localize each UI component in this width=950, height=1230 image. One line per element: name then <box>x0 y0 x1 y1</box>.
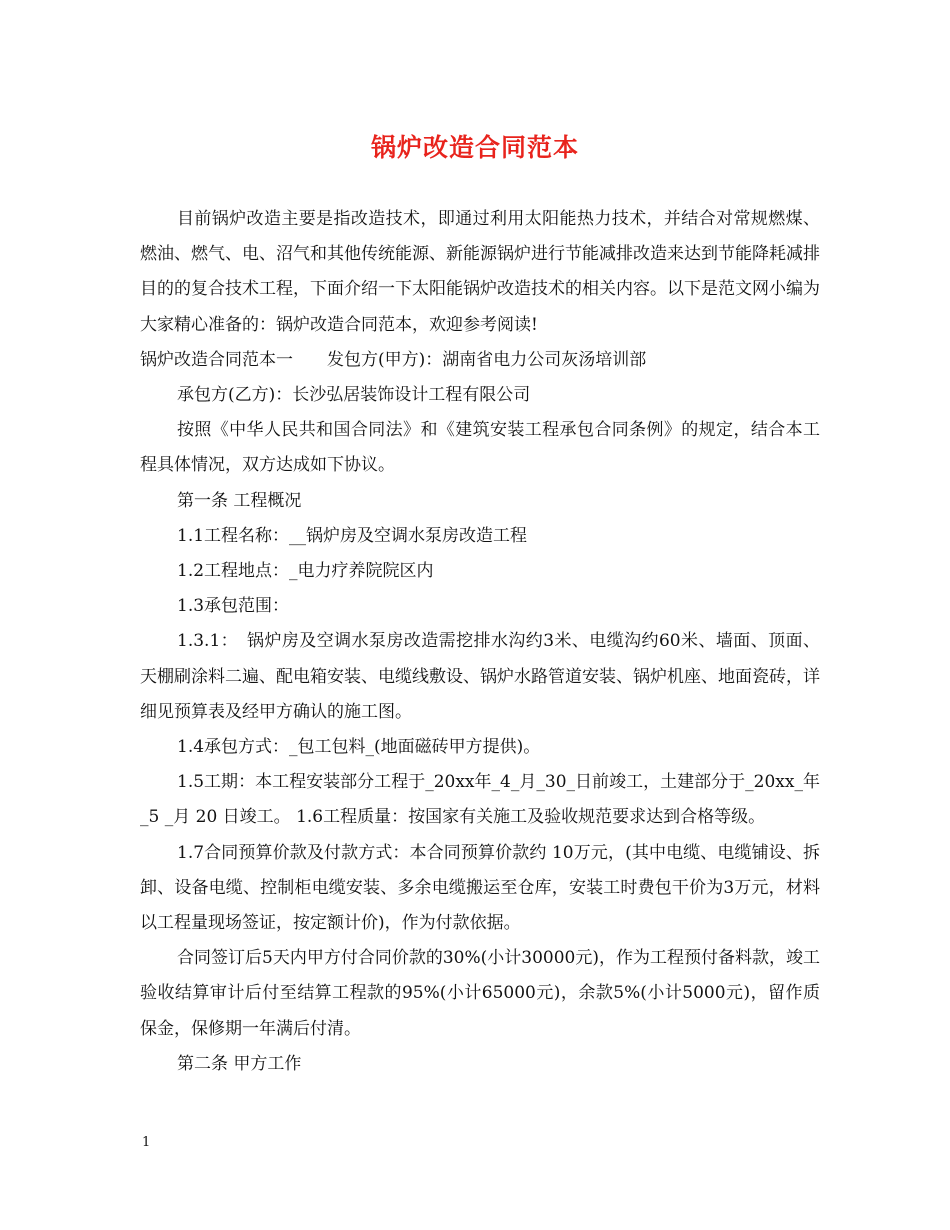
item-1-7: 1.7合同预算价款及付款方式：本合同预算价款约 10万元，(其中电缆、电缆铺设、拆卸、设备电缆、控制柜电缆安装、多余电缆搬运至仓库，安装工时费包干价为3万元，材料以工程量现场签证，按定额计价)，作为付款依据。 <box>140 842 820 934</box>
document-title: 锅炉改造合同范本 <box>370 133 579 162</box>
article-2-heading: 第二条 甲方工作 <box>177 1053 302 1074</box>
item-1-4: 1.4承包方式：_包工包料_(地面磁砖甲方提供)。 <box>177 737 541 758</box>
payment-paragraph: 合同签订后5天内甲方付合同价款的30%(小计30000元)，作为工程预付备料款，竣工验收结算审计后付至结算工程款的95%(小计65000元)，余款5%(小计5000元)，留作质保金，保修期一年满后付清。 <box>140 948 820 1039</box>
article-1-heading: 第一条 工程概况 <box>177 490 302 511</box>
item-1-1: 1.1工程名称：__锅炉房及空调水泵房改造工程 <box>177 525 528 546</box>
contractor-paragraph: 承包方(乙方)：长沙弘居装饰设计工程有限公司 <box>177 385 531 406</box>
contract-header-line: 锅炉改造合同范本一 发包方(甲方)：湖南省电力公司灰汤培训部 <box>140 349 647 370</box>
document-body <box>140 202 820 1082</box>
item-1-3-1: 1.3.1： 锅炉房及空调水泵房改造需挖排水沟约3米、电缆沟约60米、墙面、顶面、天棚刷涂料二遍、配电箱安装、电缆线敷设、锅炉水路管道安装、锅炉机座、地面瓷砖，详细见预算表及经甲方确认的施工图。 <box>140 631 820 722</box>
item-1-5: 1.5工期：本工程安装部分工程于_20xx年_4_月_30_日前竣工，土建部分于_20xx_年_5 _月 20 日竣工。 1.6工程质量：按国家有关施工及验收规范要求达到合格等级。 <box>140 772 820 828</box>
intro-paragraph: 目前锅炉改造主要是指改造技术，即通过利用太阳能热力技术，并结合对常规燃煤、燃油、燃气、电、沼气和其他传统能源、新能源锅炉进行节能减排改造来达到节能降耗减排目的的复合技术工程，下面介绍一下太阳能锅炉改造技术的相关内容。以下是范文网小编为大家精心准备的：锅炉改造合同范本，欢迎参考阅读! <box>140 209 820 335</box>
item-1-3: 1.3承包范围： <box>177 596 290 617</box>
basis-paragraph: 按照《中华人民共和国合同法》和《建筑安装工程承包合同条例》的规定，结合本工程具体情况，双方达成如下协议。 <box>140 420 820 476</box>
page-number: 1 <box>142 1135 151 1150</box>
item-1-2: 1.2工程地点：_电力疗养院院区内 <box>177 561 434 582</box>
